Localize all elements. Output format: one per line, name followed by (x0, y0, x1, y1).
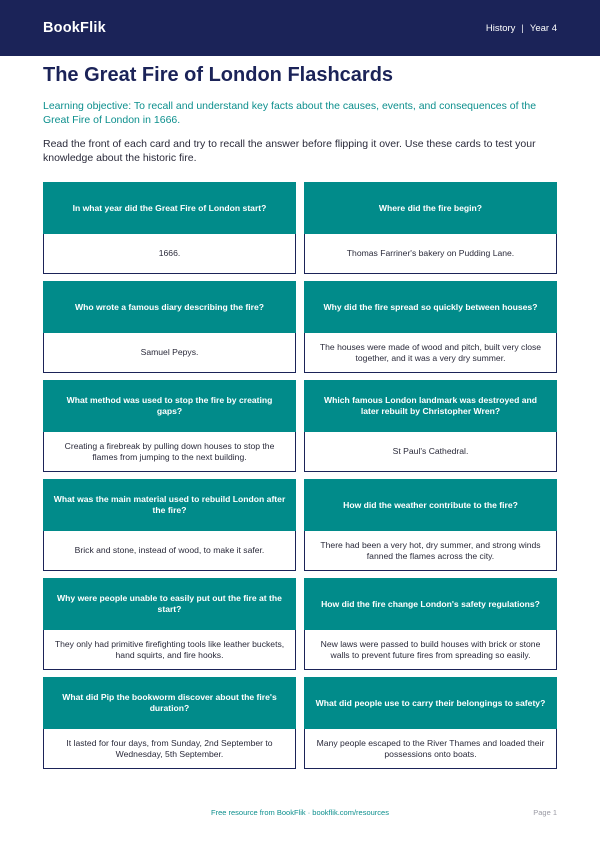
flashcard[interactable] (304, 182, 557, 274)
flashcard-question: Why were people unable to easily put out the fire at the start? (43, 578, 296, 630)
flashcard[interactable] (43, 182, 296, 274)
footer-source-link[interactable]: Free resource from BookFlik · bookflik.com/resources (211, 808, 389, 817)
breadcrumb-level: Year 4 (529, 22, 557, 34)
flashcard-answer: Thomas Farriner's bakery on Pudding Lane. (304, 234, 557, 274)
flashcard-question: Which famous London landmark was destroyed and later rebuilt by Christopher Wren? (304, 380, 557, 432)
flashcard-question: Where did the fire begin? (304, 182, 557, 234)
flashcard-question: How did the fire change London's safety regulations? (304, 578, 557, 630)
flashcard-answer: The houses were made of wood and pitch, built very close together, and it was a very dry summer. (304, 333, 557, 373)
flashcard-question: Why did the fire spread so quickly between houses? (304, 281, 557, 333)
breadcrumb-subject: History (485, 22, 516, 34)
flashcard-answer: Many people escaped to the River Thames and loaded their possessions onto boats. (304, 729, 557, 769)
flashcard[interactable] (43, 281, 296, 373)
flashcard-answer: St Paul's Cathedral. (304, 432, 557, 472)
flashcard[interactable] (43, 479, 296, 571)
page-title: The Great Fire of London Flashcards (43, 64, 394, 86)
flashcard[interactable] (43, 380, 296, 472)
flashcard-answer: Samuel Pepys. (43, 333, 296, 373)
learning-objective: Learning objective: To recall and understand key facts about the causes, events, and consequences of the Great Fire of London in 1666. (43, 100, 537, 126)
flashcard[interactable] (43, 578, 296, 670)
flashcard-question: What was the main material used to rebuild London after the fire? (43, 479, 296, 531)
flashcard[interactable] (43, 677, 296, 769)
brand-logo[interactable]: BookFlik (43, 20, 106, 36)
flashcard-question: What did people use to carry their belongings to safety? (304, 677, 557, 729)
flashcard-question: What did Pip the bookworm discover about the fire's duration? (43, 677, 296, 729)
flashcard-answer: New laws were passed to build houses with brick or stone walls to prevent future fires from spreading so easily. (304, 630, 557, 670)
flashcard-question: Who wrote a famous diary describing the fire? (43, 281, 296, 333)
flashcard-answer: There had been a very hot, dry summer, and strong winds fanned the flames across the city. (304, 531, 557, 571)
flashcard[interactable] (304, 578, 557, 670)
flashcard[interactable] (304, 281, 557, 373)
footer (0, 808, 600, 820)
flashcard-question: How did the weather contribute to the fire? (304, 479, 557, 531)
breadcrumb (486, 23, 557, 34)
flashcard-question: What method was used to stop the fire by creating gaps? (43, 380, 296, 432)
flashcard-grid (43, 182, 557, 769)
flashcard-answer: Creating a firebreak by pulling down houses to stop the flames from jumping to the next building. (43, 432, 296, 472)
flashcard[interactable] (304, 479, 557, 571)
flashcard-answer: Brick and stone, instead of wood, to make it safer. (43, 531, 296, 571)
instructions: Read the front of each card and try to recall the answer before flipping it over. Use these cards to test your knowledge about the historic fire. (43, 138, 536, 164)
flashcard-question: In what year did the Great Fire of London start? (43, 182, 296, 234)
flashcard[interactable] (304, 677, 557, 769)
breadcrumb-separator: | (521, 22, 524, 34)
flashcard[interactable] (304, 380, 557, 472)
page-number: Page 1 (533, 808, 557, 817)
header-bar (0, 0, 600, 56)
flashcard-answer: It lasted for four days, from Sunday, 2nd September to Wednesday, 5th September. (43, 729, 296, 769)
flashcard-answer: 1666. (43, 234, 296, 274)
flashcard-answer: They only had primitive firefighting tools like leather buckets, hand squirts, and fire hooks. (43, 630, 296, 670)
